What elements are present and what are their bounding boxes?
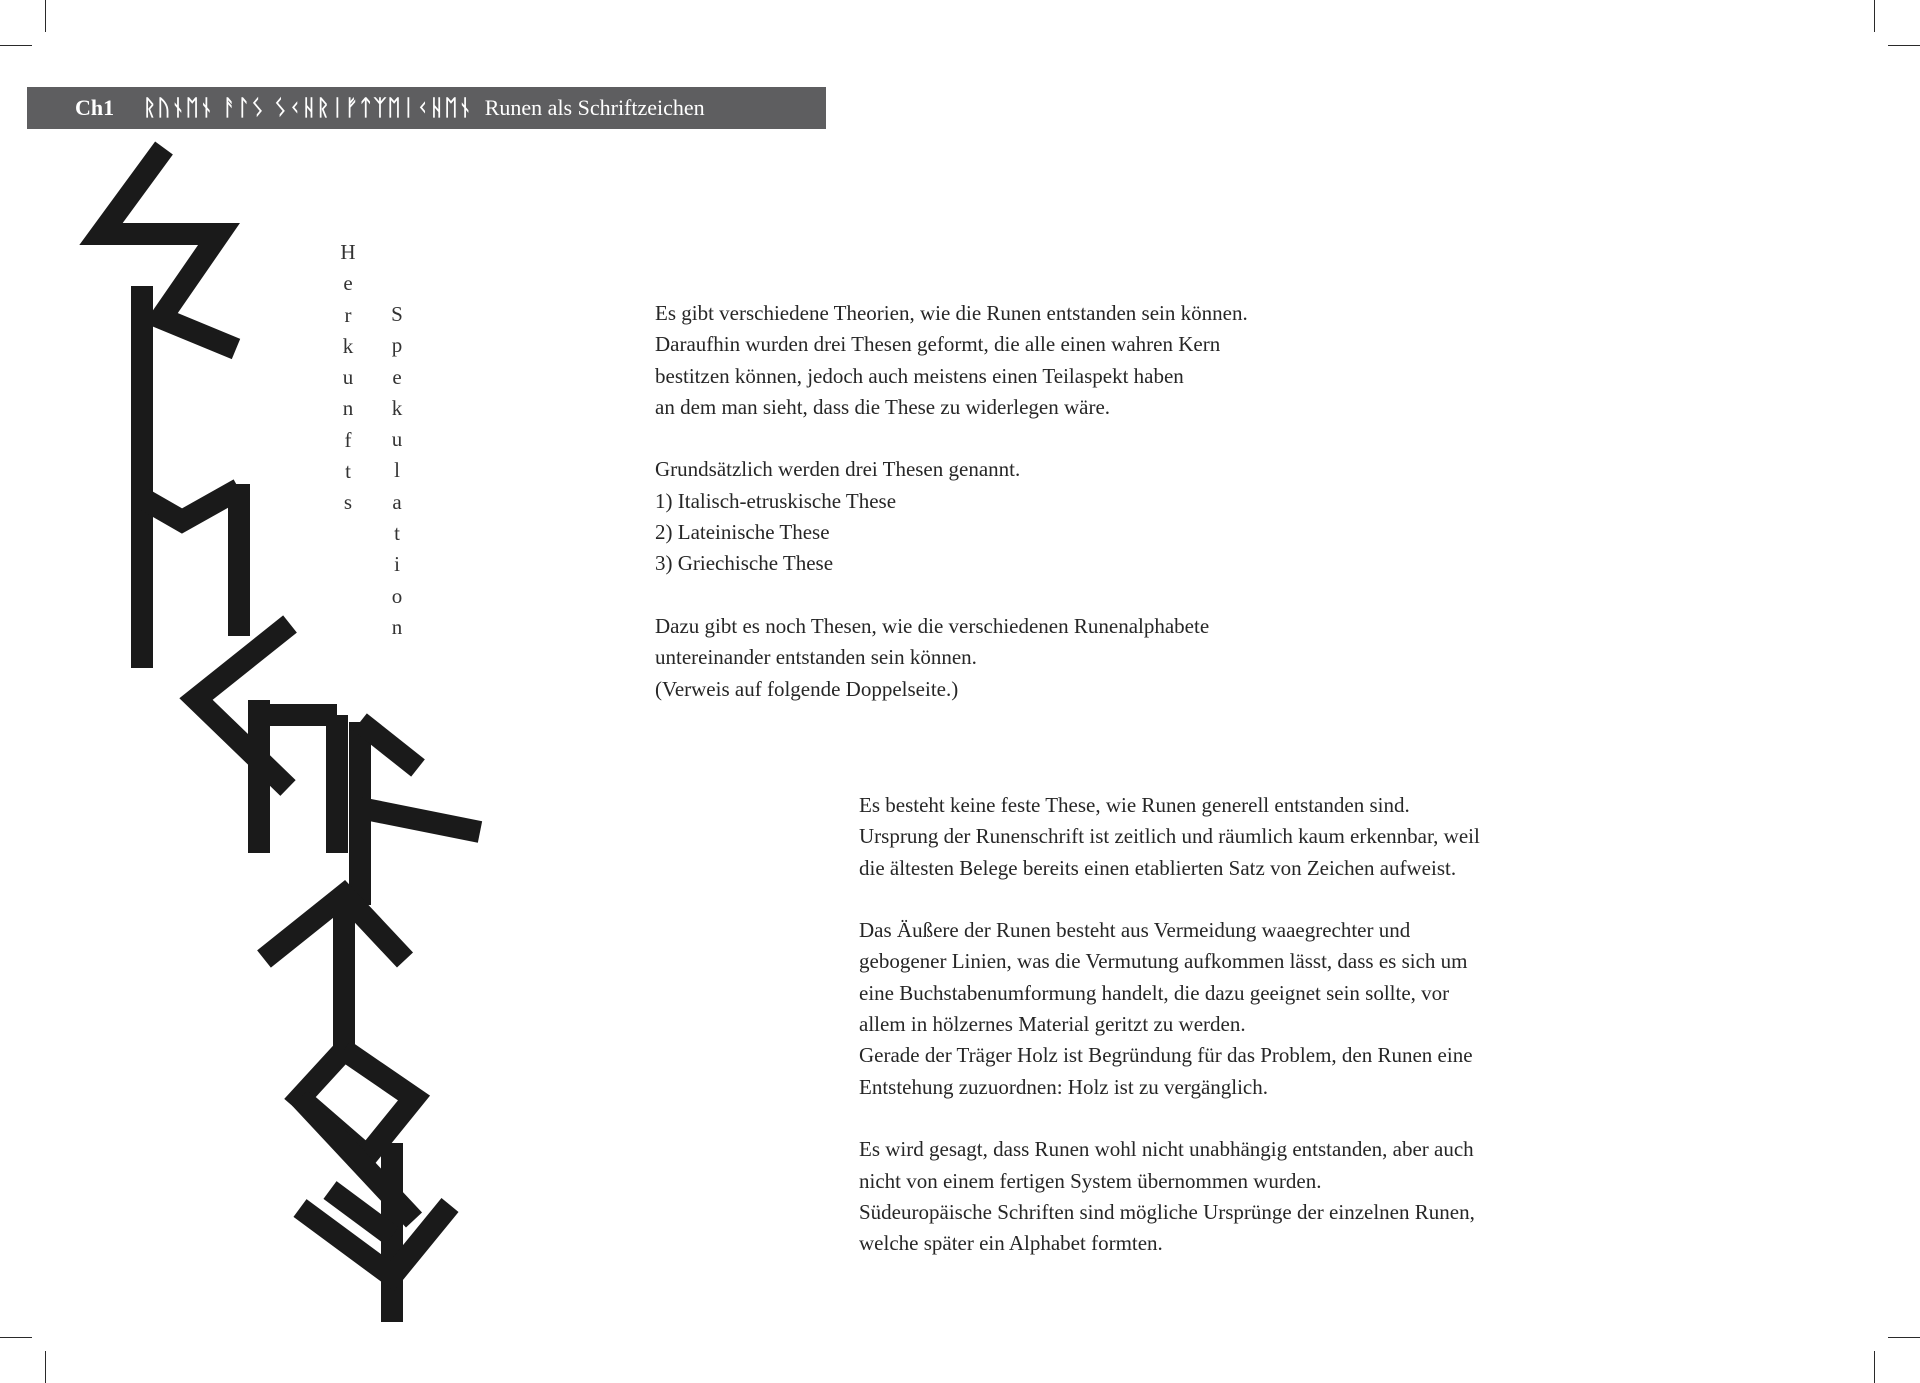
intro-text-block	[655, 298, 1248, 705]
rune-transcription-title: ᚱᚢᚾᛖᚾ ᚨᛚᛊ ᛊᚲᚺᚱᛁᚠᛏᛉᛖᛁᚲᚺᛖᚾ	[143, 95, 473, 121]
text-line: Entstehung zuzuordnen: Holz ist zu vergänglich.	[859, 1074, 1269, 1099]
text-line: Gerade der Träger Holz ist Begründung für das Problem, den Runen eine	[859, 1043, 1473, 1068]
text-line: Grundsätzlich werden drei Thesen genannt.	[655, 457, 1021, 482]
text-line: Es besteht keine feste These, wie Runen generell entstanden sind.	[859, 793, 1410, 817]
chapter-number: Ch1	[75, 95, 115, 120]
vertical-letter: n	[391, 614, 403, 639]
vertical-letter: p	[391, 333, 403, 358]
vertical-letter: S	[391, 302, 403, 326]
vertical-letter: f	[344, 427, 352, 452]
text-line: (Verweis auf folgende Doppelseite.)	[655, 676, 959, 701]
vertical-letter: l	[394, 458, 400, 483]
vertical-letter: u	[391, 427, 403, 452]
crop-mark	[1888, 45, 1920, 46]
crop-mark	[1874, 1351, 1875, 1383]
crop-mark	[1874, 0, 1875, 32]
text-line: allem in hölzernes Material geritzt zu werden.	[859, 1012, 1246, 1037]
vertical-letter: s	[343, 490, 353, 515]
text-line: Das Äußere der Runen besteht aus Vermeidung waaegrechter und	[859, 918, 1411, 943]
text-line: welche später ein Alphabet formten.	[859, 1231, 1163, 1256]
vertical-letter: a	[392, 489, 402, 514]
vertical-letter: n	[342, 396, 354, 421]
paragraph-gap	[859, 1103, 1480, 1134]
vertical-letter: o	[391, 583, 403, 608]
text-line: an dem man sieht, dass die These zu widerlegen wäre.	[655, 394, 1111, 419]
rune-glyph	[360, 808, 480, 832]
text-line: Südeuropäische Schriften sind mögliche Ursprünge der einzelnen Runen,	[859, 1199, 1475, 1224]
body-text-block	[859, 790, 1480, 1259]
text-line: Dazu gibt es noch Thesen, wie die verschiedenen Runenalphabete	[655, 613, 1210, 638]
vertical-letter: r	[344, 302, 352, 327]
paragraph-gap	[859, 884, 1480, 915]
vertical-letter: e	[343, 271, 353, 296]
vertical-letter: t	[394, 521, 400, 546]
vertical-letter: i	[394, 552, 400, 577]
vertical-letter: H	[340, 240, 356, 264]
vertical-letter: k	[391, 395, 403, 420]
text-line: Es gibt verschiedene Theorien, wie die Runen entstanden sein können.	[655, 301, 1248, 325]
text-line: Ursprung der Runenschrift ist zeitlich und räumlich kaum erkennbar, weil	[859, 824, 1480, 849]
paragraph-gap	[655, 423, 1248, 454]
text-line: gebogener Linien, was die Vermutung aufkommen lässt, dass es sich um	[859, 949, 1468, 974]
vertical-letter: e	[392, 364, 402, 389]
paragraph-gap	[655, 580, 1248, 611]
decorative-rune-column	[0, 0, 500, 1383]
text-line: 1) Italisch-etruskische These	[655, 488, 897, 513]
text-line: die ältesten Belege bereits einen etablierten Satz von Zeichen aufweist.	[859, 855, 1457, 880]
text-line: bestitzen können, jedoch auch meistens einen Teilaspekt haben	[655, 363, 1184, 388]
text-line: eine Buchstabenumformung handelt, die dazu geeignet sein sollte, vor	[859, 980, 1450, 1005]
chapter-title: Runen als Schriftzeichen	[484, 95, 705, 120]
vertical-letter: k	[342, 333, 354, 358]
text-line: Es wird gesagt, dass Runen wohl nicht unabhängig entstanden, aber auch	[859, 1137, 1474, 1162]
text-line: untereinander entstanden sein können.	[655, 645, 977, 670]
crop-mark	[1888, 1337, 1920, 1338]
text-line: nicht von einem fertigen System übernommen wurden.	[859, 1168, 1322, 1193]
rune-glyph	[101, 148, 236, 349]
vertical-label-herkunfts	[338, 237, 358, 519]
text-line: 3) Griechische These	[655, 551, 834, 576]
vertical-label-spekulation	[387, 299, 407, 643]
vertical-letter: u	[342, 365, 354, 390]
text-line: 2) Lateinische These	[655, 520, 830, 545]
text-line: Daraufhin wurden drei Thesen geformt, die alle einen wahren Kern	[655, 332, 1221, 357]
vertical-letter: t	[345, 459, 351, 484]
rune-glyph	[142, 489, 239, 521]
